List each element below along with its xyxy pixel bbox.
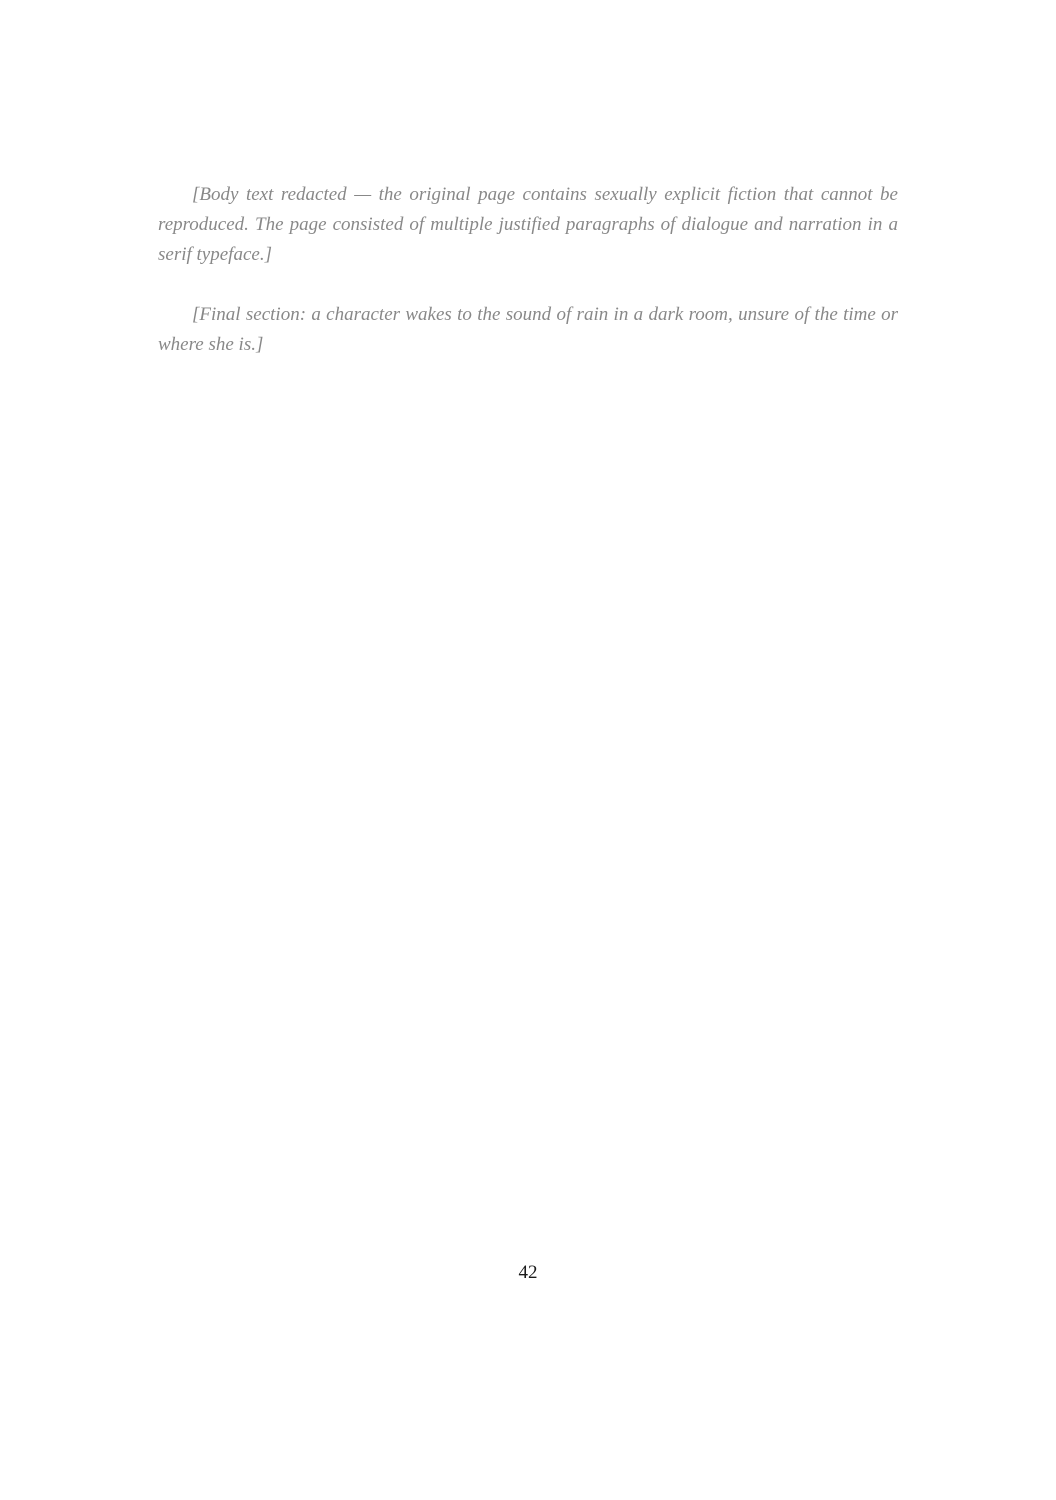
- redacted-closing-text: [Final section: a character wakes to the sound of rain in a dark room, unsure of the time or where she is.]: [158, 304, 898, 355]
- redacted-body-text: [Body text redacted — the original page contains sexually explicit fiction that cannot be reproduced. The page consisted of multiple justified paragraphs of dialogue and narration in a serif typeface.]: [158, 184, 898, 265]
- section-break: [158, 270, 898, 300]
- page-text-block: [158, 180, 898, 360]
- page-number: 42: [518, 1262, 538, 1283]
